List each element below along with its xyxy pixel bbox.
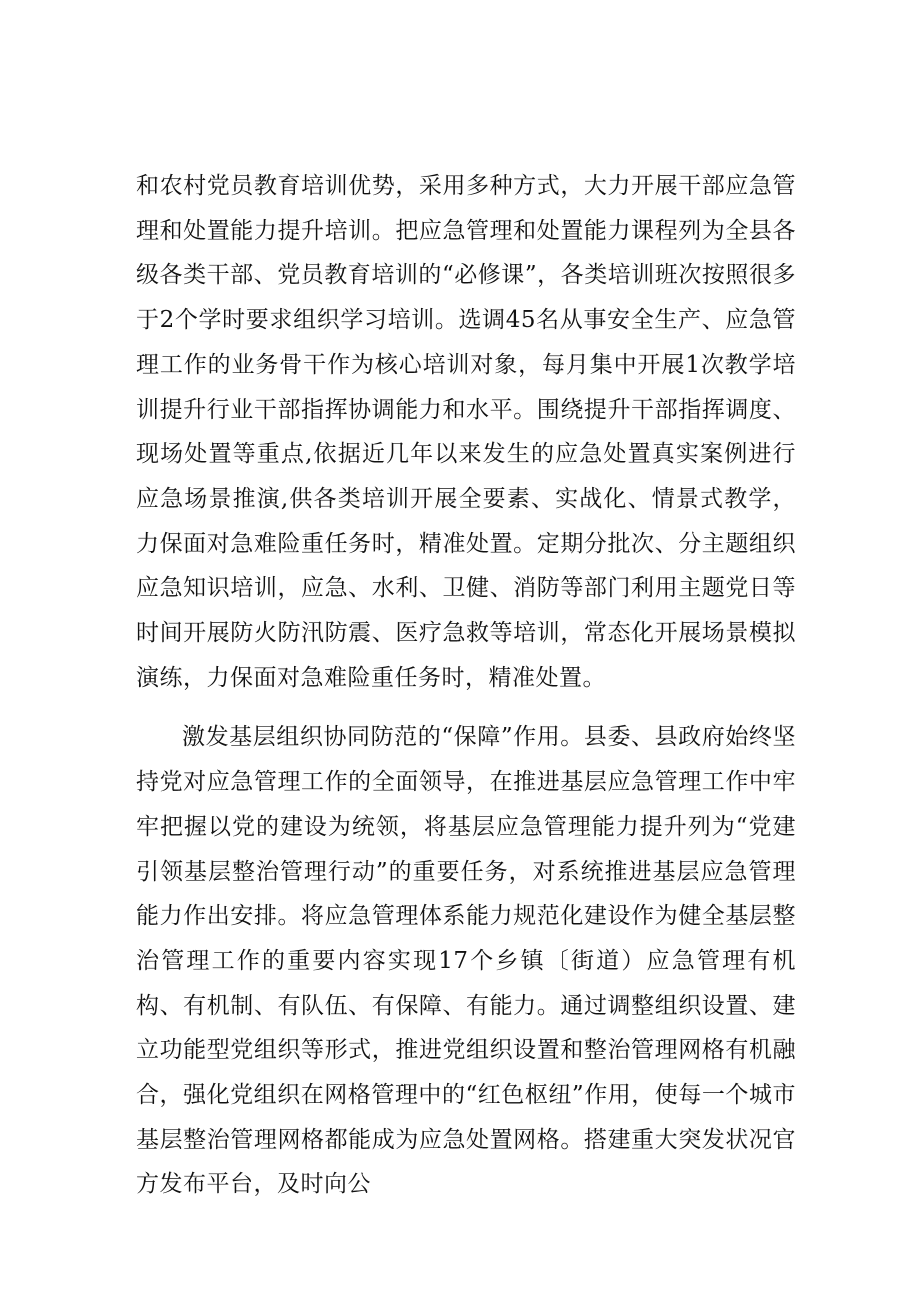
- document-body: [136, 164, 796, 1207]
- body-paragraph-2: 激发基层组织协同防范的“保障”作用。县委、县政府始终坚持党对应急管理工作的全面领导，在推进基层应急管理工作中牢牢把握以党的建设为统领，将基层应急管理能力提升列为“党建引领基层整治管理行动”的重要任务，对系统推进基层应急管理能力作出安排。将应急管理体系能力规范化建设作为健全基层整治管理工作的重要内容实现17个乡镇〔街道）应急管理有机构、有机制、有队伍、有保障、有能力。通过调整组织设置、建立功能型党组织等形式，推进党组织设置和整治管理网格有机融合，强化党组织在网格管理中的“红色枢纽”作用，使每一个城市基层整治管理网格都能成为应急处置网格。搭建重大突发状况官方发布平台，及时向公: [136, 724, 796, 1198]
- body-paragraph-1: 和农村党员教育培训优势，采用多种方式，大力开展干部应急管理和处置能力提升培训。把应急管理和处置能力课程列为全县各级各类干部、党员教育培训的“必修课”，各类培训班次按照很多于2个学时要求组织学习培训。选调45名从事安全生产、应急管理工作的业务骨干作为核心培训对象，每月集中开展1次教学培训提升行业干部指挥协调能力和水平。围绕提升干部指挥调度、现场处置等重点,依据近几年以来发生的应急处置真实案例进行应急场景推演,供各类培训开展全要素、实战化、情景式教学，力保面对急难险重任务时，精准处置。定期分批次、分主题组织应急知识培训，应急、水利、卫健、消防等部门利用主题党日等时间开展防火防汛防震、医疗急救等培训，常态化开展场景模拟演练，力保面对急难险重任务时，精准处置。: [136, 173, 796, 691]
